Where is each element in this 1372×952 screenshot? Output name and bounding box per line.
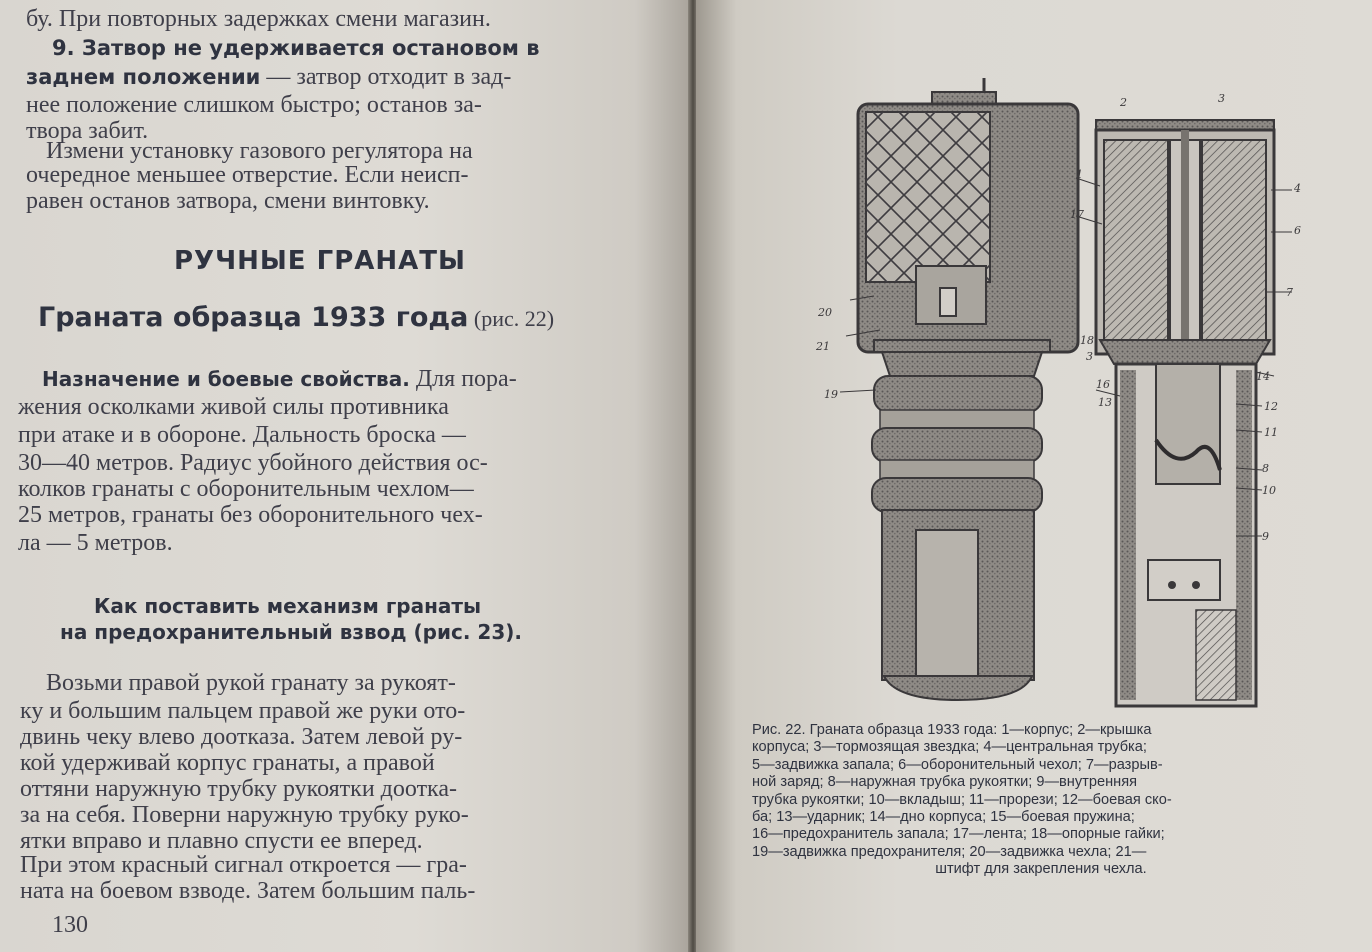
figure-label: 12: [1264, 400, 1278, 413]
caption-line: трубка рукоятки; 10—вкладыш; 11—прорези; 12—боевая ско-: [752, 791, 1172, 808]
text-line: Возьми правой рукой гранату за рукоят-: [46, 670, 456, 696]
figure-label: 18: [1080, 334, 1094, 347]
text-line: бу. При повторных задержках смени магазин.: [26, 6, 491, 32]
subheading-title: Граната образца 1933 года: [38, 302, 469, 333]
text-line: Измени установку газового регулятора на: [46, 138, 473, 164]
text-line: очередное меньшее отверстие. Если неисп-: [26, 162, 469, 188]
section-heading: РУЧНЫЕ ГРАНАТЫ: [174, 246, 466, 276]
text-line: 25 метров, гранаты без оборонительного чех-: [18, 502, 483, 528]
page-number: 130: [52, 912, 88, 938]
purpose-text: Для пора-: [409, 366, 517, 392]
figure-caption: [752, 722, 1330, 879]
figure-label: 13: [1098, 396, 1112, 409]
grenade-subheading: [38, 302, 554, 333]
figure-label: 8: [1262, 462, 1269, 475]
text-line: при атаке и в обороне. Дальность броска —: [18, 422, 466, 448]
figure-label: 11: [1264, 426, 1278, 439]
text-line: двинь чеку влево доотказа. Затем левой ру-: [20, 724, 463, 750]
text-line: 30—40 метров. Радиус убойного действия ос-: [18, 450, 488, 476]
caption-line: 16—предохранитель запала; 17—лента; 18—опорные гайки;: [752, 826, 1165, 843]
figure-label: 3: [1086, 350, 1093, 363]
text-line: оттяни наружную трубку рукоятки доотка-: [20, 776, 457, 802]
text-line: ната на боевом взводе. Затем большим паль-: [20, 878, 476, 904]
text-line: [42, 366, 517, 393]
text-line: кой удерживай корпус гранаты, а правой: [20, 750, 435, 776]
figure-label: 20: [818, 306, 832, 319]
text-line: нее положение слишком быстро; останов за-: [26, 92, 482, 118]
figure-label: 7: [1286, 286, 1293, 299]
text-line: ятки вправо и плавно спусти ее вперед.: [20, 828, 423, 854]
figure-label: 19: [824, 388, 838, 401]
purpose-heading: Назначение и боевые свойства.: [42, 367, 410, 391]
text-line: ла — 5 метров.: [18, 530, 173, 556]
caption-line: ба; 13—ударник; 14—дно корпуса; 15—боевая пружина;: [752, 809, 1135, 826]
howto-heading: на предохранительный взвод (рис. 23).: [60, 620, 522, 644]
text-line: за на себя. Поверни наружную трубку руко-: [20, 802, 469, 828]
figure-label: 6: [1294, 224, 1301, 237]
item9-heading-cont: заднем положении: [26, 65, 261, 89]
figure-ref: (рис. 22): [468, 306, 555, 331]
figure-label: 21: [816, 340, 830, 353]
text-line: При этом красный сигнал откроется — гра-: [20, 852, 467, 878]
item9-heading: 9. Затвор не удерживается остановом в: [52, 36, 540, 60]
text-line: жения осколками живой силы противника: [18, 394, 449, 420]
figure-label: 17: [1070, 208, 1084, 221]
caption-line: 5—задвижка запала; 6—оборонительный чехол; 7—разрыв-: [752, 756, 1163, 773]
item9-text: — затвор отходит в зад-: [260, 64, 512, 90]
caption-line: корпуса; 3—тормозящая звездка; 4—центральная трубка;: [752, 739, 1147, 756]
figure-label: 16: [1096, 378, 1110, 391]
caption-line: штифт для закрепления чехла.: [935, 861, 1147, 878]
figure-label: 4: [1294, 182, 1301, 195]
text-line: [26, 64, 511, 91]
text-line: равен останов затвора, смени винтовку.: [26, 188, 430, 214]
grenade-cutaway-drawing: [1076, 120, 1292, 706]
grenade-figure: [696, 0, 1372, 720]
howto-heading: Как поставить механизм гранаты: [94, 594, 482, 618]
figure-label: 3: [1218, 92, 1225, 105]
grenade-exterior-drawing: [840, 78, 1078, 700]
figure-label: 10: [1262, 484, 1276, 497]
caption-line: 19—задвижка предохранителя; 20—задвижка чехла; 21—: [752, 843, 1147, 860]
text-line: колков гранаты с оборонительным чехлом—: [18, 476, 474, 502]
text-line: ку и большим пальцем правой же руки ото-: [20, 698, 466, 724]
figure-label: 1: [1076, 168, 1083, 181]
figure-label: 14: [1256, 370, 1270, 383]
caption-line: Рис. 22. Граната образца 1933 года: 1—корпус; 2—крышка: [752, 722, 1152, 738]
text-line: твора забит.: [26, 118, 149, 144]
figure-label: 2: [1120, 96, 1127, 109]
caption-line: ной заряд; 8—наружная трубка рукоятки; 9—внутренняя: [752, 774, 1138, 791]
figure-label: 9: [1262, 530, 1269, 543]
